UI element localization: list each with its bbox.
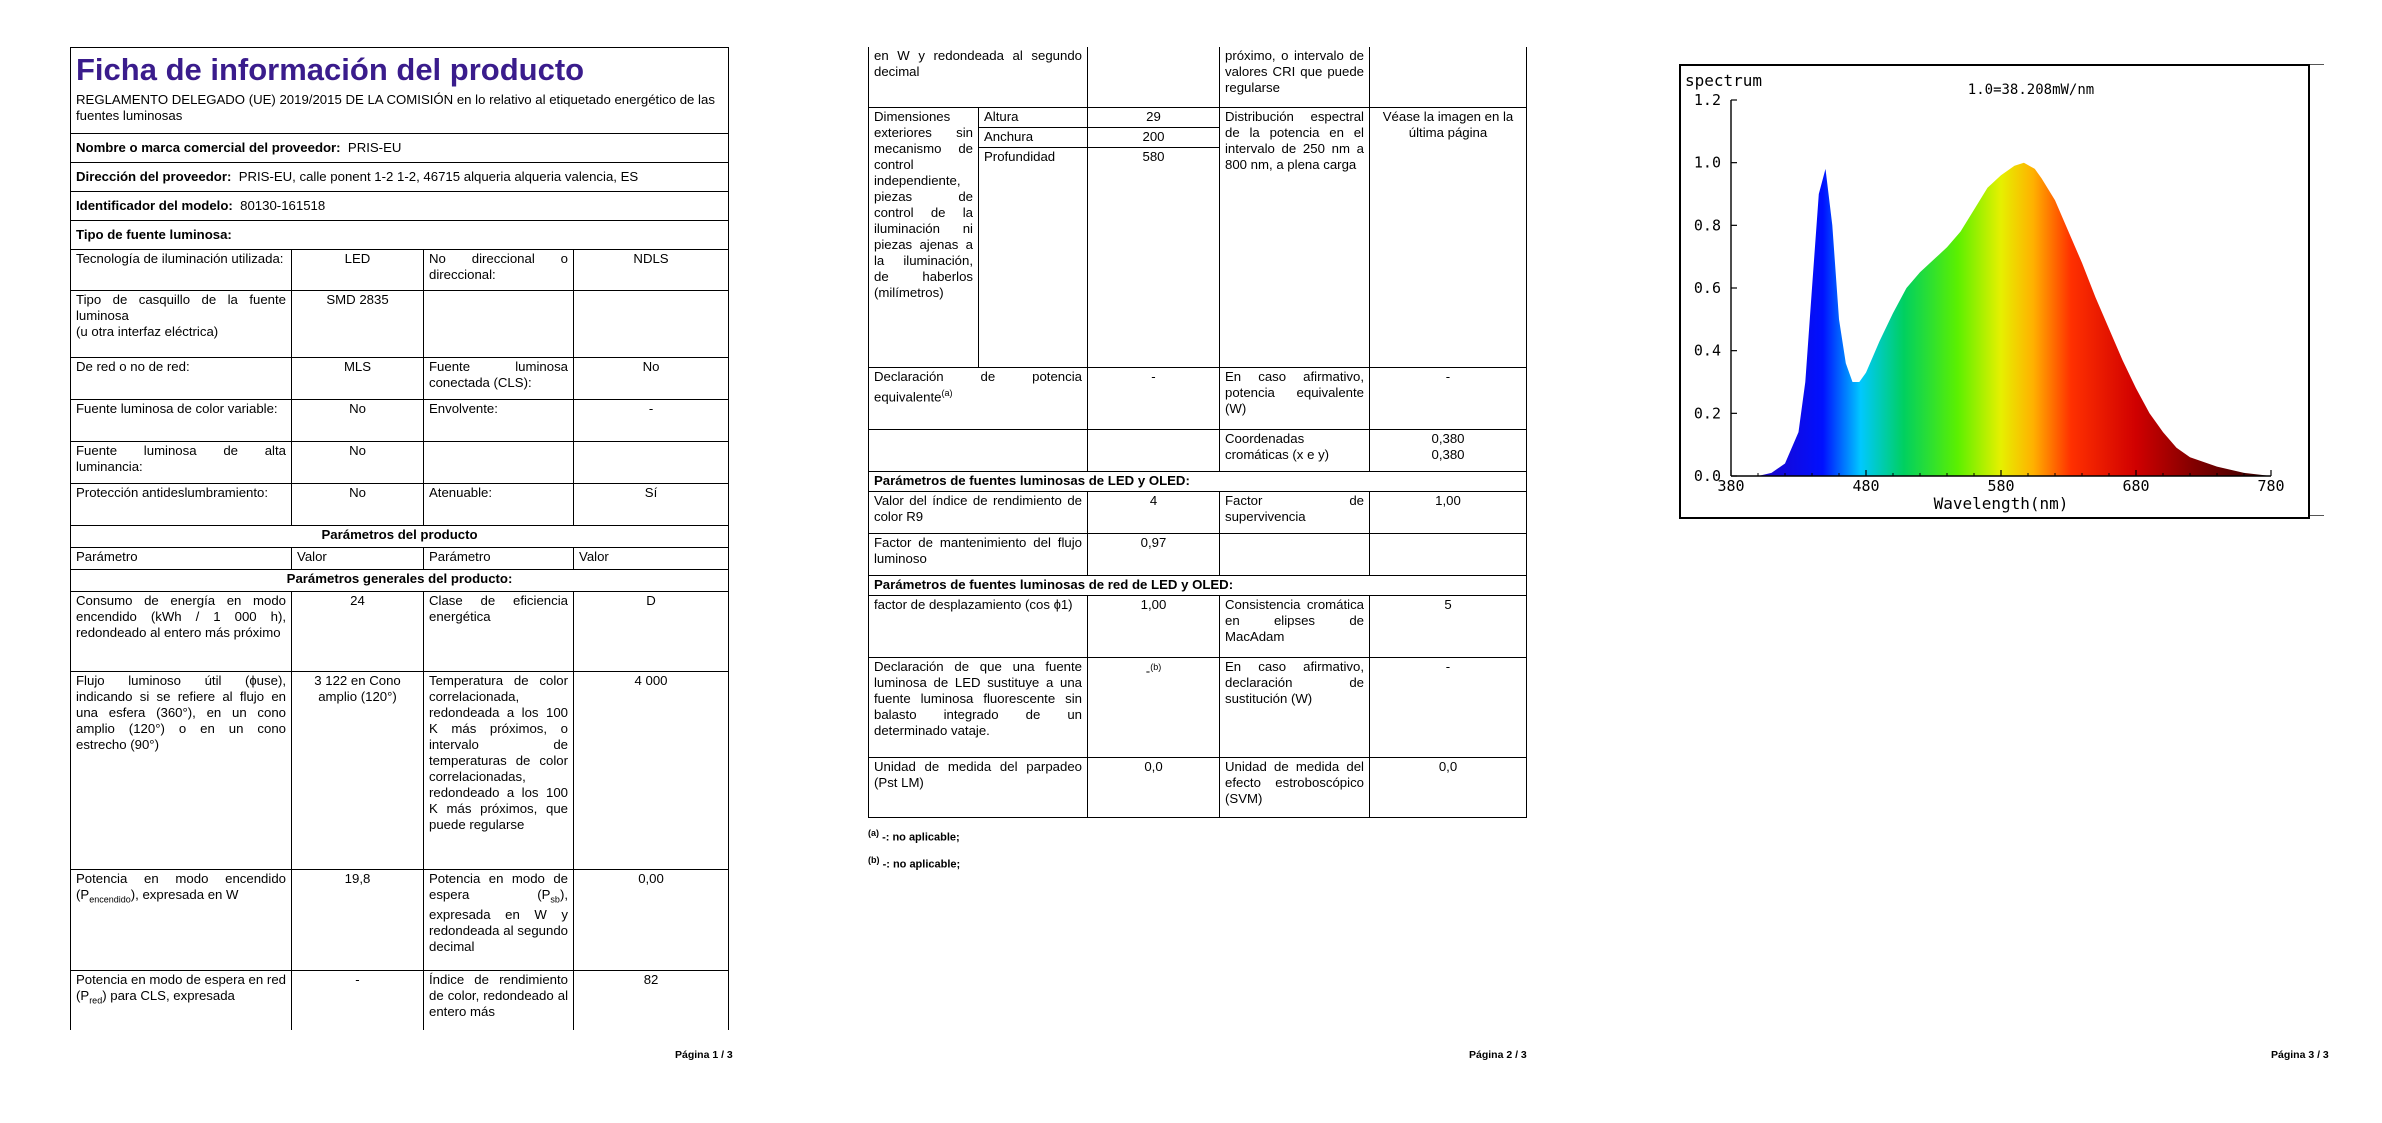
dimmable-label: Atenuable: — [424, 483, 574, 525]
substitution-value: - — [1370, 657, 1527, 757]
depth-label: Profundidad — [979, 147, 1088, 167]
r9-value: 4 — [1088, 491, 1220, 533]
maintenance-value: 0,97 — [1088, 533, 1220, 575]
chromaticity-y: 0,380 — [1431, 446, 1465, 462]
empty-cell — [1088, 47, 1220, 107]
model-row — [71, 191, 729, 220]
networked-standby-sub: red — [89, 995, 103, 1006]
supplier-name: PRIS-EU — [347, 139, 402, 155]
fluorescent-replacement-dash: - — [1145, 662, 1151, 678]
standby-power-label-a: Potencia en modo de espera (P — [429, 870, 568, 902]
continued-right: próximo, o intervalo de valores CRI que puede regularse — [1220, 47, 1370, 107]
displacement-value: 1,00 — [1088, 595, 1220, 657]
supplier-name-label: Nombre o marca comercial del proveedor: — [76, 139, 341, 155]
cri-value: 82 — [574, 970, 729, 1030]
footnote-a-text: -: no aplicable; — [882, 831, 960, 844]
on-mode-power-sub: encendido — [89, 894, 131, 905]
maintenance-label: Factor de mantenimiento del flujo luminoso — [869, 533, 1088, 575]
empty-cell — [1088, 429, 1220, 471]
glare-value: No — [292, 483, 424, 525]
macadam-label: Consistencia cromática en elipses de MacAdam — [1220, 595, 1370, 657]
spectrum-area — [1731, 163, 2271, 476]
y-tick-label: 1.2 — [1693, 91, 1721, 109]
params-header: Parámetros del producto — [71, 525, 729, 547]
x-tick-label: 680 — [2122, 477, 2150, 495]
document-title-cell — [71, 48, 729, 92]
page-number: Página 1 / 3 — [675, 1049, 733, 1061]
footnote-a-mark: (a) — [941, 387, 953, 398]
cap-label: Tipo de casquillo de la fuente luminosa — [76, 291, 286, 323]
footnote-b-text: -: no aplicable; — [882, 858, 961, 871]
cap-label-2: (u otra interfaz eléctrica) — [76, 323, 219, 339]
x-tick-label: 580 — [1987, 477, 2015, 495]
mains-label: De red o no de red: — [71, 357, 292, 399]
depth-value: 580 — [1088, 147, 1220, 167]
cri-label: Índice de rendimiento de color, redondeado al entero más — [424, 970, 574, 1030]
on-mode-power-label-a: Potencia en modo encendido (P — [76, 870, 286, 902]
supplier-address-row — [71, 162, 729, 191]
displacement-label: factor de desplazamiento (cos ɸ1) — [869, 595, 1088, 657]
mains-led-params-header: Parámetros de fuentes luminosas de red de LED y OLED: — [869, 575, 1527, 595]
envelope-label: Envolvente: — [424, 399, 574, 441]
footnote-b-mark: (b) — [1150, 661, 1162, 672]
equivalent-power-text: Declaración de potencia equivalente — [874, 368, 1082, 404]
on-mode-power-label-b: ), expresada en W — [130, 886, 239, 902]
cct-value: 4 000 — [574, 671, 729, 869]
svm-value: 0,0 — [1370, 757, 1527, 817]
x-axis-label: Wavelength(nm) — [1933, 494, 2069, 513]
y-tick-label: 0.6 — [1693, 279, 1721, 297]
y-tick-label: 0.0 — [1693, 467, 1721, 485]
cap-value: SMD 2835 — [292, 290, 424, 357]
energy-label: Consumo de energía en modo encendido (kWh / 1 000 h), redondeado al entero más próximo — [71, 591, 292, 671]
standby-power-value: 0,00 — [574, 869, 729, 970]
empty-cell — [574, 290, 729, 357]
footnote-a — [868, 822, 960, 849]
page-number: Página 2 / 3 — [1469, 1049, 1527, 1061]
networked-standby-label-b: ) para CLS, expresada — [102, 987, 235, 1003]
dimmable-value: Sí — [574, 483, 729, 525]
chart-title: spectrum — [1685, 71, 1763, 90]
macadam-value: 5 — [1370, 595, 1527, 657]
x-tick-label: 380 — [1717, 477, 1745, 495]
colour-value: No — [292, 399, 424, 441]
footnote-b-marker: (b) — [868, 854, 880, 865]
empty-cell — [424, 441, 574, 483]
y-tick-label: 0.8 — [1693, 216, 1721, 235]
networked-standby-value: - — [292, 970, 424, 1030]
efficiency-class-label: Clase de eficiencia energética — [424, 591, 574, 671]
envelope-value: - — [574, 399, 729, 441]
width-label: Anchura — [979, 127, 1088, 147]
mains-value: MLS — [292, 357, 424, 399]
empty-cell — [424, 290, 574, 357]
continued-left: en W y redondeada al segundo decimal — [869, 47, 1088, 107]
fluorescent-replacement-value — [1088, 657, 1220, 757]
chromaticity-label: Coordenadas cromáticas (x e y) — [1220, 429, 1370, 471]
footnotes — [868, 822, 960, 875]
frame-rule-bottom — [2310, 515, 2324, 516]
efficiency-class-value: D — [574, 591, 729, 671]
page-3 — [1588, 0, 2382, 1123]
cls-value: No — [574, 357, 729, 399]
supplier-name-row — [71, 133, 729, 162]
led-params-header: Parámetros de fuentes luminosas de LED y OLED: — [869, 471, 1527, 491]
col-header-param: Parámetro — [71, 547, 292, 569]
networked-standby-label — [71, 970, 292, 1030]
high-luminance-value: No — [292, 441, 424, 483]
equivalent-power-value: - — [1088, 367, 1220, 429]
height-label: Altura — [979, 107, 1088, 127]
col-header-value: Valor — [292, 547, 424, 569]
flicker-label: Unidad de medida del parpadeo (Pst LM) — [869, 757, 1088, 817]
width-value: 200 — [1088, 127, 1220, 147]
svm-label: Unidad de medida del efecto estroboscópico (SVM) — [1220, 757, 1370, 817]
equivalent-power-label — [869, 367, 1088, 429]
spd-label: Distribución espectral de la potencia en el intervalo de 250 nm a 800 nm, a plena carga — [1220, 107, 1370, 367]
spectrum-chart — [1679, 64, 2310, 519]
fluorescent-replacement-label: Declaración de que una fuente luminosa de LED sustituye a una fuente luminosa fluorescente sin balasto integrado de un determinado vataje. — [869, 657, 1088, 757]
model-identifier: 80130-161518 — [240, 197, 326, 213]
y-tick-label: 0.2 — [1693, 404, 1721, 423]
tech-value: LED — [292, 249, 424, 290]
survival-label: Factor de supervivencia — [1220, 491, 1370, 533]
regulation-text: REGLAMENTO DELEGADO (UE) 2019/2015 DE LA COMISIÓN en lo relativo al etiquetado energético de las fuentes luminosas — [71, 91, 729, 133]
empty-cell — [574, 441, 729, 483]
standby-power-label-b: ), expresada en W y redondeada al segundo decimal — [429, 886, 568, 955]
spectrum-chart-svg — [1681, 66, 2308, 517]
footnote-a-marker: (a) — [868, 828, 879, 838]
networked-standby-label-a: Potencia en modo de espera en red (P — [76, 971, 286, 1003]
supplier-address-label: Dirección del proveedor: — [76, 168, 232, 184]
cls-label: Fuente luminosa conectada (CLS): — [424, 357, 574, 399]
page-1 — [0, 0, 794, 1123]
directional-value: NDLS — [574, 249, 729, 290]
document-title: Ficha de información del producto — [76, 52, 585, 87]
empty-cell — [1370, 47, 1527, 107]
col-header-param-2: Parámetro — [424, 547, 574, 569]
empty-cell — [1370, 533, 1527, 575]
chromaticity-x: 0,380 — [1431, 430, 1465, 446]
model-label: Identificador del modelo: — [76, 197, 233, 213]
on-mode-power-label — [71, 869, 292, 970]
x-tick-label: 480 — [1852, 477, 1880, 495]
on-mode-power-value: 19,8 — [292, 869, 424, 970]
y-tick-label: 1.0 — [1693, 153, 1721, 172]
glare-label: Protección antideslumbramiento: — [71, 483, 292, 525]
dimensions-label: Dimensiones exteriores sin mecanismo de control independiente, piezas de control de la iluminación ni piezas ajenas a la iluminación, de haberlos (milímetros) — [869, 107, 979, 367]
y-tick-label: 0.4 — [1693, 341, 1721, 360]
page-2 — [794, 0, 1588, 1123]
high-luminance-label: Fuente luminosa de alta luminancia: — [71, 441, 292, 483]
energy-value: 24 — [292, 591, 424, 671]
tech-label: Tecnología de iluminación utilizada: — [71, 249, 292, 290]
flicker-value: 0,0 — [1088, 757, 1220, 817]
product-info-table-part-1 — [70, 47, 729, 1030]
general-params-header: Parámetros generales del producto: — [71, 569, 729, 591]
directional-label: No direccional o direccional: — [424, 249, 574, 290]
cap-label-cell — [71, 290, 292, 357]
source-type-label: Tipo de fuente luminosa: — [71, 220, 729, 249]
page-number: Página 3 / 3 — [2271, 1049, 2329, 1061]
empty-cell — [869, 429, 1088, 471]
col-header-value-2: Valor — [574, 547, 729, 569]
empty-cell — [979, 167, 1088, 367]
frame-rule-top — [2310, 64, 2324, 65]
cct-label: Temperatura de color correlacionada, redondeada a los 100 K más próximos, o intervalo de temperaturas de color correlacionadas, redondeado a los 100 K más próximos, que puede regularse — [424, 671, 574, 869]
r9-label: Valor del índice de rendimiento de color R9 — [869, 491, 1088, 533]
empty-cell — [1220, 533, 1370, 575]
equivalent-watt-value: - — [1370, 367, 1527, 429]
equivalent-watt-label: En caso afirmativo, potencia equivalente (W) — [1220, 367, 1370, 429]
x-tick-label: 780 — [2257, 477, 2285, 495]
flux-label: Flujo luminoso útil (ɸuse), indicando si se refiere al flujo en una esfera (360°), en un cono amplio (120°) o en un cono estrecho (90°) — [71, 671, 292, 869]
colour-label: Fuente luminosa de color variable: — [71, 399, 292, 441]
height-value: 29 — [1088, 107, 1220, 127]
standby-power-label — [424, 869, 574, 970]
supplier-address: PRIS-EU, calle ponent 1-2 1-2, 46715 alqueria alqueria valencia, ES — [238, 168, 639, 184]
chart-annotation: 1.0=38.208mW/nm — [1967, 82, 2095, 98]
flux-value: 3 122 en Cono amplio (120°) — [292, 671, 424, 869]
plot-layer — [1685, 71, 2285, 513]
empty-cell — [1088, 167, 1220, 367]
survival-value: 1,00 — [1370, 491, 1527, 533]
product-info-table-part-2 — [868, 47, 1527, 818]
standby-power-sub: sb — [550, 894, 560, 905]
chromaticity-values — [1370, 429, 1527, 471]
substitution-label: En caso afirmativo, declaración de sustitución (W) — [1220, 657, 1370, 757]
footnote-b — [868, 849, 960, 876]
spd-value: Véase la imagen en la última página — [1370, 107, 1527, 367]
